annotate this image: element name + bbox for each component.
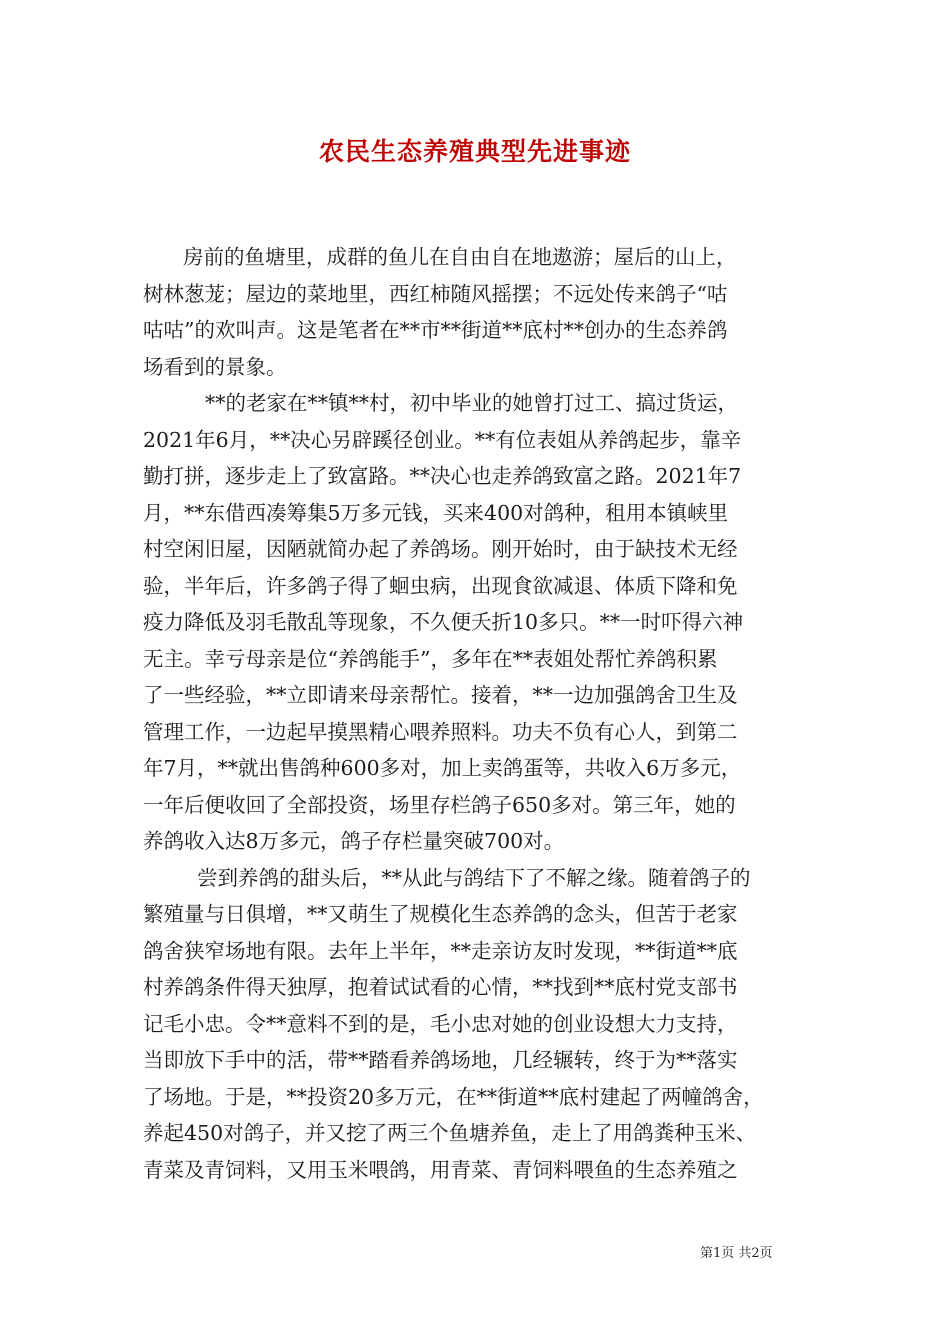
text-line: 管理工作，一边起早摸黑精心喂养照料。功夫不负有心人，到第二 xyxy=(143,719,738,744)
text-line: 一年后便收回了全部投资，场里存栏鸽子650多对。第三年，她的 xyxy=(143,792,736,817)
text-line: 月，**东借西凑筹集5万多元钱，买来400对鸽种，租用本镇峡里 xyxy=(143,500,729,525)
text-line: 青菜及青饲料，又用玉米喂鸽，用青菜、青饲料喂鱼的生态养殖之 xyxy=(143,1157,738,1182)
document-body xyxy=(143,239,815,1188)
text-line: 咕咕”的欢叫声。这是笔者在**市**街道**底村**创办的生态养鸽 xyxy=(143,318,728,342)
text-line: 无主。幸亏母亲是位“养鸽能手”，多年在**表姐处帮忙养鸽积累 xyxy=(143,646,718,671)
paragraph xyxy=(143,860,815,1189)
text-line: 了一些经验，**立即请来母亲帮忙。接着，**一边加强鸽舍卫生及 xyxy=(143,683,738,707)
text-line: 勤打拼，逐步走上了致富路。**决心也走养鸽致富之路。2021年7 xyxy=(143,464,742,488)
text-line: 繁殖量与日俱增，**又萌生了规模化生态养鸽的念头，但苦于老家 xyxy=(143,902,738,926)
text-line: 养鸽收入达8万多元，鸽子存栏量突破700对。 xyxy=(143,829,565,853)
paragraph xyxy=(143,239,815,385)
text-line: 鸽舍狭窄场地有限。去年上半年，**走亲访友时发现，**街道**底 xyxy=(143,938,738,963)
text-line: **的老家在**镇**村，初中毕业的她曾打过工、搞过货运， xyxy=(205,391,738,415)
text-line: 尝到养鸽的甜头后，**从此与鸽结下了不解之缘。随着鸽子的 xyxy=(197,865,751,890)
document-title: 农民生态养殖典型先进事迹 xyxy=(318,137,631,166)
text-line: 2021年6月，**决心另辟蹊径创业。**有位表姐从养鸽起步，靠辛 xyxy=(143,427,742,452)
text-line: 场看到的景象。 xyxy=(143,354,287,379)
text-line: 疫力降低及羽毛散乱等现象，不久便夭折10多只。**一时吓得六神 xyxy=(143,610,744,634)
text-line: 房前的鱼塘里，成群的鱼儿在自由自在地遨游；屋后的山上， xyxy=(183,245,737,269)
text-line: 村养鸽条件得天独厚，抱着试试看的心情，**找到**底村党支部书 xyxy=(143,975,738,999)
text-line: 养起450对鸽子，并又挖了两三个鱼塘养鱼，走上了用鸽粪种玉米、 xyxy=(143,1121,757,1145)
text-line: 当即放下手中的活，带**踏看养鸽场地，几经辗转，终于为**落实 xyxy=(143,1048,738,1072)
text-line: 验，半年后，许多鸽子得了蛔虫病，出现食欲减退、体质下降和免 xyxy=(143,573,738,598)
text-line: 年7月，**就出售鸽种600多对，加上卖鸽蛋等，共收入6万多元， xyxy=(143,756,742,780)
text-line: 村空闲旧屋，因陋就简办起了养鸽场。刚开始时，由于缺技术无经 xyxy=(143,537,738,561)
page-number: 第1页 共2页 xyxy=(700,1246,773,1261)
text-line: 记毛小忠。令**意料不到的是，毛小忠对她的创业设想大力支持， xyxy=(143,1011,738,1036)
paragraph xyxy=(143,385,815,860)
text-line: 树林葱茏；屋边的菜地里，西红柿随风摇摆；不远处传来鸽子“咕 xyxy=(143,281,728,306)
text-line: 了场地。于是，**投资20多万元，在**街道**底村建起了两幢鸽舍， xyxy=(143,1084,764,1109)
